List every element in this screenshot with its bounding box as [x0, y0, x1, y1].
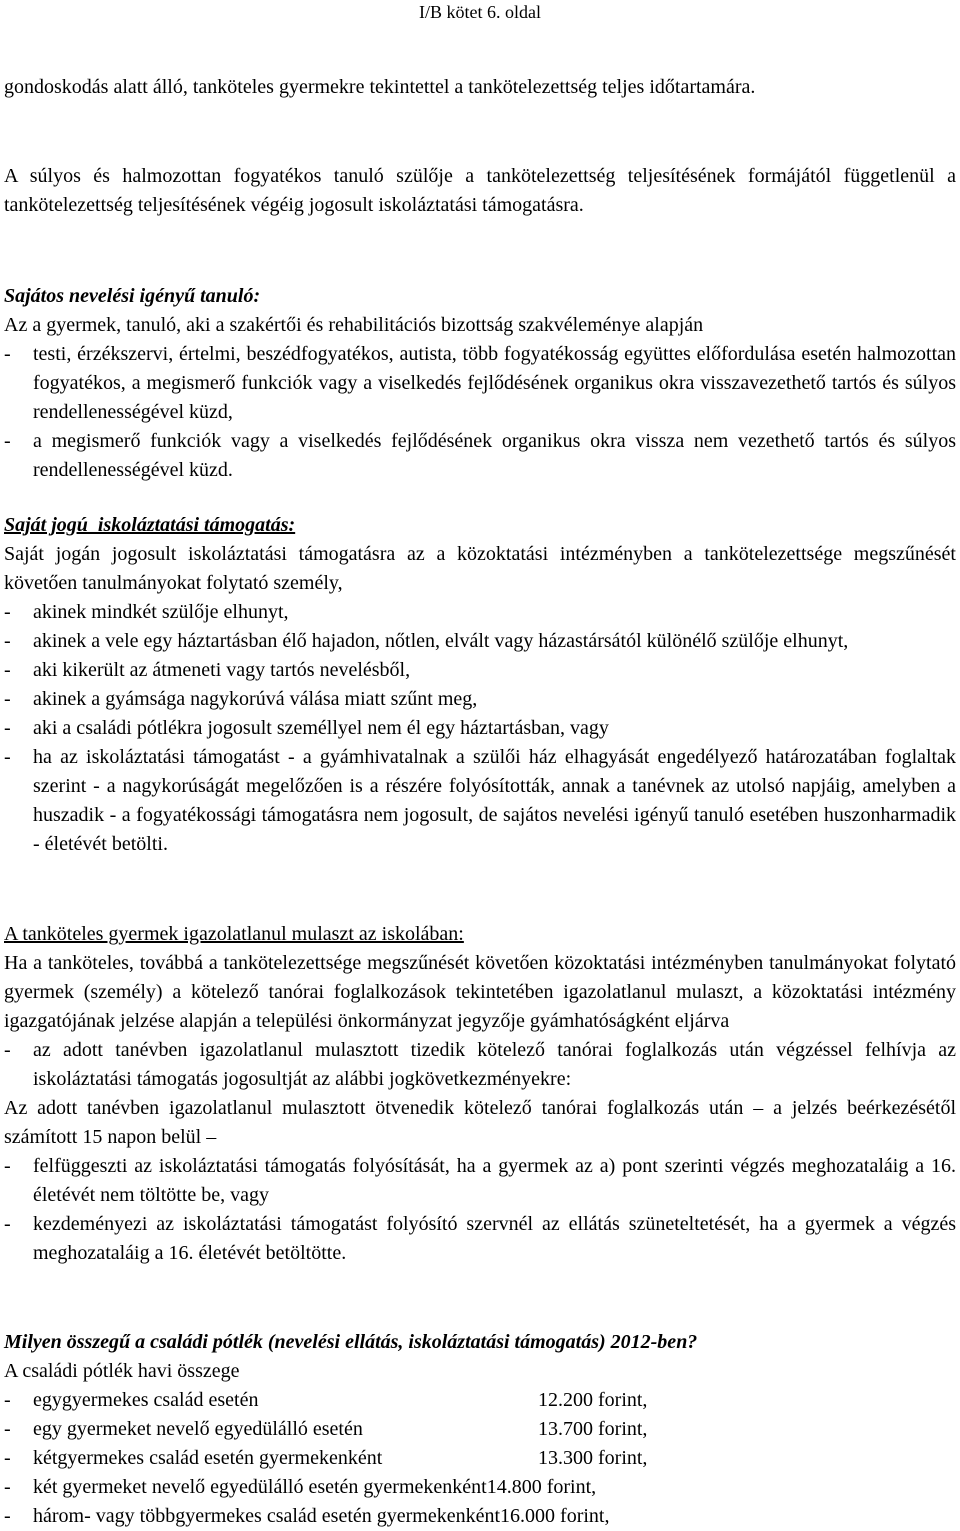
list-item: - akinek a gyámsága nagykorúvá válása miatt szűnt meg,	[4, 685, 956, 714]
list-item: - felfüggeszti az iskoláztatási támogatás folyósítását, ha a gyermek az a) pont szerinti végzés meghozataláig a 16. életévét nem töltötte be, vagy	[4, 1152, 956, 1210]
table-row	[4, 1502, 956, 1531]
list-item: - a megismerő funkciók vagy a viselkedés fejlődésének organikus okra vissza nem vezethető tartós és súlyos rendellenességével küzd.	[4, 427, 956, 485]
section-intro: Az a gyermek, tanuló, aki a szakértői és rehabilitációs bizottság szakvéleménye alapján	[4, 314, 704, 336]
dash-bullet: -	[4, 688, 11, 710]
table-row	[4, 1415, 956, 1444]
list-item: - kezdeményezi az iskoláztatási támogatást folyósító szervnél az ellátás szüneteltetését, ha a gyermek a végzés meghozataláig a 16. életévét betöltötte.	[4, 1210, 956, 1268]
row-amount: 12.200 forint,	[538, 1389, 648, 1411]
row-amount: 13.300 forint,	[538, 1447, 648, 1469]
section-own-right-support	[4, 511, 956, 859]
paragraph-severe-disability: A súlyos és halmozottan fogyatékos tanuló szülője a tankötelezettség teljesítésének formájától függetlenül a tankötelezettség teljesítésének végéig jogosult iskoláztatási támogatásra.	[4, 165, 956, 216]
list-item: - az adott tanévben igazolatlanul mulasztott tizedik kötelező tanórai foglalkozás után végzéssel felhívja az iskoláztatási támogatás jogosultját az alábbi jogkövetkezményekre:	[4, 1036, 956, 1094]
paragraph-continuation: gondoskodás alatt álló, tanköteles gyermekre tekintettel a tankötelezettség teljes időtartamára.	[4, 76, 756, 98]
dash-bullet: -	[4, 1213, 11, 1235]
dash-bullet: -	[4, 1418, 11, 1440]
section-heading: Milyen összegű a családi pótlék (nevelési ellátás, iskoláztatási támogatás) 2012-ben?	[4, 1331, 698, 1353]
dash-bullet: -	[4, 430, 11, 452]
list-item: - ha az iskoláztatási támogatást - a gyámhivatalnak a szülői ház elhagyását engedélyező határozatában foglaltak szerint - a nagykorúságát megelőzően is a részére folyósították, annak a tanévnek az utolsó napjáig, amelyben a huszadik - a fogyatékossági támogatásra nem jogosult, de sajátos nevelési igényű tanuló esetében huszonharmadik - életévét betölti.	[4, 743, 956, 859]
table-row	[4, 1473, 956, 1502]
row-label: kétgyermekes család esetén gyermekenként	[33, 1447, 383, 1469]
row-label: három- vagy többgyermekes család esetén gyermekenként	[33, 1505, 501, 1527]
list-item: - testi, érzékszervi, értelmi, beszédfogyatékos, autista, több fogyatékosság együttes előfordulása esetén halmozottan fogyatékos, a megismerő funkciók vagy a viselkedés fejlődésének organikus okra visszavezethető tartós és súlyos rendellenességével küzd,	[4, 340, 956, 427]
section-heading: Sajátos nevelési igényű tanuló:	[4, 285, 261, 307]
dash-bullet: -	[4, 601, 11, 623]
section-special-needs	[4, 282, 956, 485]
dash-bullet: -	[4, 1505, 11, 1527]
section-intro: Ha a tanköteles, továbbá a tankötelezettsége megszűnését követően közoktatási intézményben tanulmányokat folytató gyermek (személy) a kötelező tanórai foglalkozások tekintetében igazolatlanul mulaszt, a közoktatási intézmény igazgatójának jelzése alapján a települési önkormányzat jegyzője gyámhatóságként eljárva	[4, 952, 956, 1032]
dash-bullet: -	[4, 1389, 11, 1411]
dash-bullet: -	[4, 1447, 11, 1469]
list-item: - akinek mindkét szülője elhunyt,	[4, 598, 956, 627]
list-item: - aki a családi pótlékra jogosult személlyel nem él egy háztartásban, vagy	[4, 714, 956, 743]
list-item: - aki kikerült az átmeneti vagy tartós nevelésből,	[4, 656, 956, 685]
section-heading: Saját jogú iskoláztatási támogatás:	[4, 514, 296, 536]
row-label: két gyermeket nevelő egyedülálló esetén gyermekenként	[33, 1476, 487, 1498]
dash-bullet: -	[4, 630, 11, 652]
dash-bullet: -	[4, 659, 11, 681]
row-amount: 13.700 forint,	[538, 1418, 648, 1440]
row-label: egygyermekes család esetén	[33, 1389, 259, 1411]
dash-bullet: -	[4, 1476, 11, 1498]
dash-bullet: -	[4, 1155, 11, 1177]
row-amount: 16.000 forint,	[500, 1505, 610, 1527]
row-label: egy gyermeket nevelő egyedülálló esetén	[33, 1418, 363, 1440]
list-item: - akinek a vele egy háztartásban élő hajadon, nőtlen, elvált vagy házastársától különélő szülője elhunyt,	[4, 627, 956, 656]
section-intro: Saját jogán jogosult iskoláztatási támogatásra az a közoktatási intézményben a tankötelezettsége megszűnését követően tanulmányokat folytató személy,	[4, 543, 956, 594]
section-heading: A tanköteles gyermek igazolatlanul mulaszt az iskolában:	[4, 923, 464, 945]
row-amount: 14.800 forint,	[486, 1476, 597, 1498]
dash-bullet: -	[4, 746, 11, 768]
section-intro: A családi pótlék havi összege	[4, 1360, 240, 1382]
section-family-allowance	[4, 1328, 956, 1531]
table-row	[4, 1386, 956, 1415]
dash-bullet: -	[4, 1039, 11, 1061]
section-paragraph: Az adott tanévben igazolatlanul mulasztott ötvenedik kötelező tanórai foglalkozás után – a jelzés beérkezésétől számított 15 napon belül –	[4, 1097, 956, 1148]
dash-bullet: -	[4, 343, 11, 365]
dash-bullet: -	[4, 717, 11, 739]
section-unexcused-absence	[4, 920, 956, 1268]
page-header: I/B kötet 6. oldal	[419, 2, 541, 22]
table-row	[4, 1444, 956, 1473]
